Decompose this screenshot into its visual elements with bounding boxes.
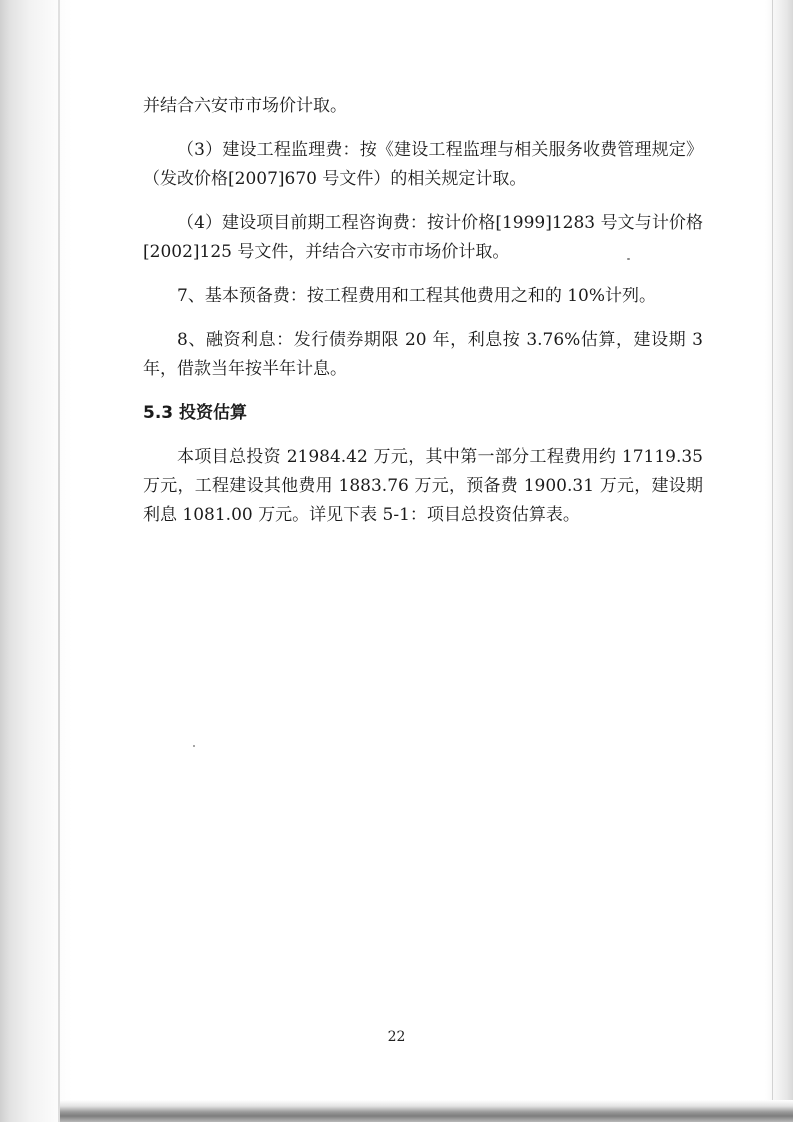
scan-left-edge [0, 0, 72, 1122]
scan-right-line [772, 0, 773, 1122]
paragraph-continuation: 并结合六安市市场价计取。 [143, 96, 347, 116]
paragraph-total-investment: 本项目总投资 21984.42 万元，其中第一部分工程费用约 17119.35 万元，工程建设其他费用 1883.76 万元，预备费 1900.31 万元，建设期利息 1081.00 万元。详见下表 5-1：项目总投资估算表。 [143, 447, 703, 525]
scan-fold-line [58, 0, 60, 1122]
scan-right-edge [765, 0, 793, 1122]
paragraph-consulting-fee: （4）建设项目前期工程咨询费：按计价格[1999]1283 号文与计价格[2002]125 号文件，并结合六安市市场价计取。 [143, 213, 703, 262]
paragraph-financing-interest: 8、融资利息：发行债券期限 20 年，利息按 3.76%估算，建设期 3 年，借款当年按半年计息。 [143, 330, 703, 379]
scan-bottom-edge [60, 1100, 793, 1122]
page-body [143, 92, 703, 545]
scan-speck [193, 745, 195, 747]
paragraph-supervision-fee: （3）建设工程监理费：按《建设工程监理与相关服务收费管理规定》（发改价格[2007]670 号文件）的相关规定计取。 [143, 140, 703, 189]
scan-speck [627, 258, 630, 260]
page-number: 22 [387, 1029, 406, 1045]
paragraph-reserve-fee: 7、基本预备费：按工程费用和工程其他费用之和的 10%计列。 [177, 286, 657, 306]
section-heading: 5.3 投资估算 [143, 403, 248, 423]
